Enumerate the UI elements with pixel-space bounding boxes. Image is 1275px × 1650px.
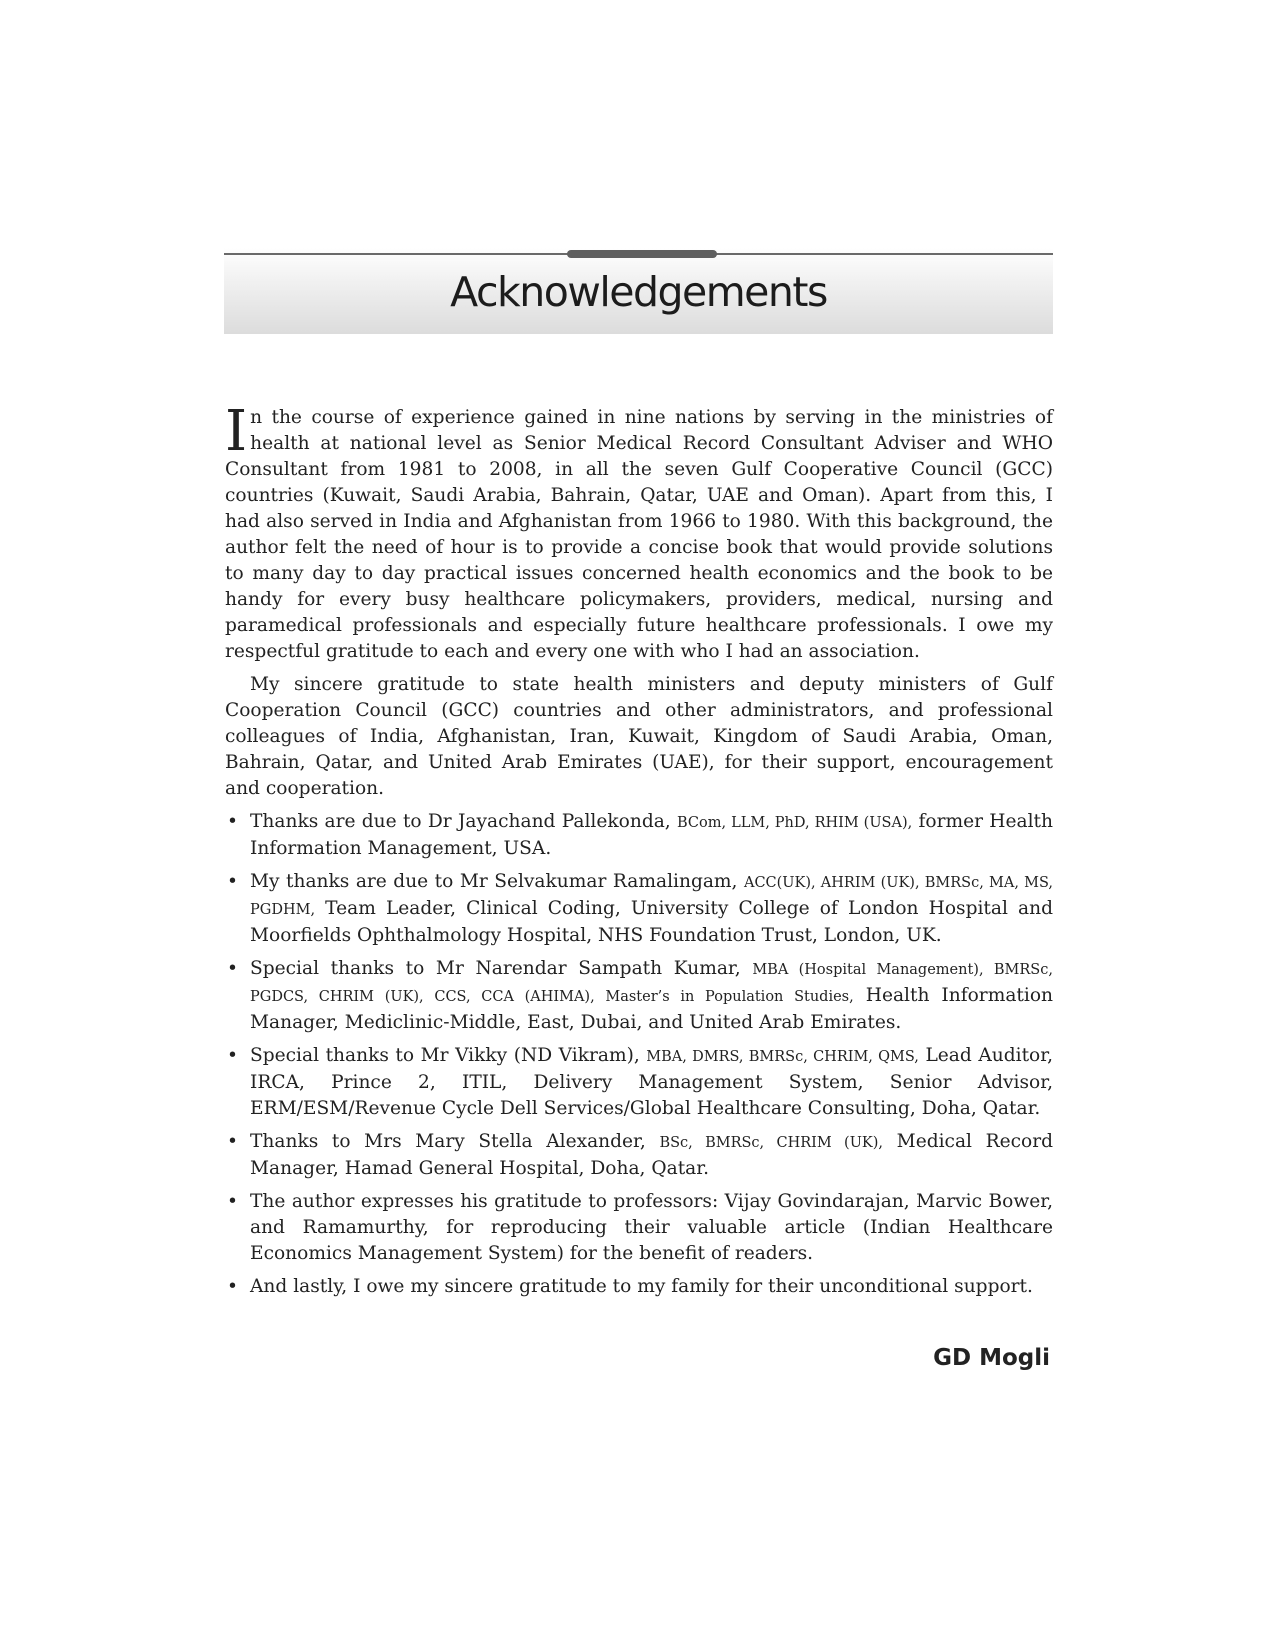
thanks-lead: Special thanks to Mr Vikky (ND Vikram), [250,1045,647,1066]
list-item [225,1189,1053,1267]
thanks-rest: Lead Auditor, IRCA, Prince 2, ITIL, Delivery Management System, Senior Advisor, ERM/ESM/Revenue Cycle Dell Services/Global Healthcare Consulting, Doha, Qatar. [250,1045,1054,1119]
thanks-lead: And lastly, I owe my sincere gratitude to my family for their unconditional support. [250,1276,1033,1297]
list-item [225,869,1053,949]
thanks-rest: Health Information Manager, Mediclinic-Middle, East, Dubai, and United Arab Emirates. [250,985,1053,1033]
thanks-lead: Special thanks to Mr Narendar Sampath Kumar, [250,958,753,979]
bullet-icon: • [227,1276,238,1297]
chapter-header [224,248,1053,334]
bullet-icon: • [227,811,238,832]
list-item [225,1043,1053,1122]
thanks-rest: former Health Information Management, USA. [250,811,1053,859]
bullet-icon: • [227,1045,238,1066]
list-item [225,956,1053,1036]
header-tab-mark [567,250,717,258]
thanks-credentials: BCom, LLM, PhD, RHIM (USA), [677,815,913,831]
paragraph-intro: In the course of experience gained in nine nations by serving in the ministries of health at national level as Senior Medical Record Consultant Adviser and WHO Consultant from 1981 to 2008, in all the seven Gulf Cooperative Council (GCC) countries (Kuwait, Saudi Arabia, Bahrain, Qatar, UAE and Oman). Apart from this, I had also served in India and Afghanistan from 1966 to 1980. With this background, the author felt the need of hour is to provide a concise book that would provide solutions to many day to day practical issues concerned health economics and the book to be handy for every busy healthcare policymakers, providers, medical, nursing and paramedical professionals and especially future healthcare professionals. I owe my respectful gratitude to each and every one with who I had an association. [225,399,1053,662]
thanks-credentials: MBA, DMRS, BMRSc, CHRIM, QMS, [646,1049,919,1065]
list-item [225,809,1053,862]
thanks-lead: My thanks are due to Mr Selvakumar Ramalingam, [250,871,744,892]
list-item [225,1129,1053,1182]
thanks-credentials: ACC(UK), AHRIM (UK), BMRSc, MA, MS, PGDHM, [250,875,1053,918]
bullet-icon: • [227,1191,238,1212]
author-signature: GD Mogli [933,1345,1050,1371]
bullet-icon: • [227,871,238,892]
thanks-credentials: MBA (Hospital Management), BMRSc, PGDCS, CHRIM (UK), CCS, CCA (AHIMA), Master’s in Population Studies, [250,962,1053,1005]
thanks-rest: Team Leader, Clinical Coding, University College of London Hospital and Moorfields Ophthalmology Hospital, NHS Foundation Trust, London, UK. [250,898,1053,946]
thanks-credentials: BSc, BMRSc, CHRIM (UK), [659,1135,884,1151]
thanks-rest: Medical Record Manager, Hamad General Hospital, Doha, Qatar. [250,1131,1054,1179]
thanks-list [225,809,1053,1300]
acknowledgement-body [225,399,1054,1307]
list-item [225,1274,1053,1300]
paragraph-gratitude: My sincere gratitude to state health ministers and deputy ministers of Gulf Cooperation Council (GCC) countries and other administrators, and professional colleagues of India, Afghanistan, Iran, Kuwait, Kingdom of Saudi Arabia, Oman, Bahrain, Qatar, and United Arab Emirates (UAE), for their support, encouragement and cooperation. [225,674,1053,799]
page-title: Acknowledgements [450,268,827,316]
bullet-icon: • [227,1131,238,1152]
thanks-lead: The author expresses his gratitude to professors: Vijay Govindarajan, Marvic Bower, and Ramamurthy, for reproducing their valuable article (Indian Healthcare Economics Management System) for the benefit of readers. [250,1191,1053,1264]
thanks-lead: Thanks to Mrs Mary Stella Alexander, [250,1131,660,1152]
thanks-lead: Thanks are due to Dr Jayachand Pallekonda, [250,811,677,832]
bullet-icon: • [227,958,238,979]
